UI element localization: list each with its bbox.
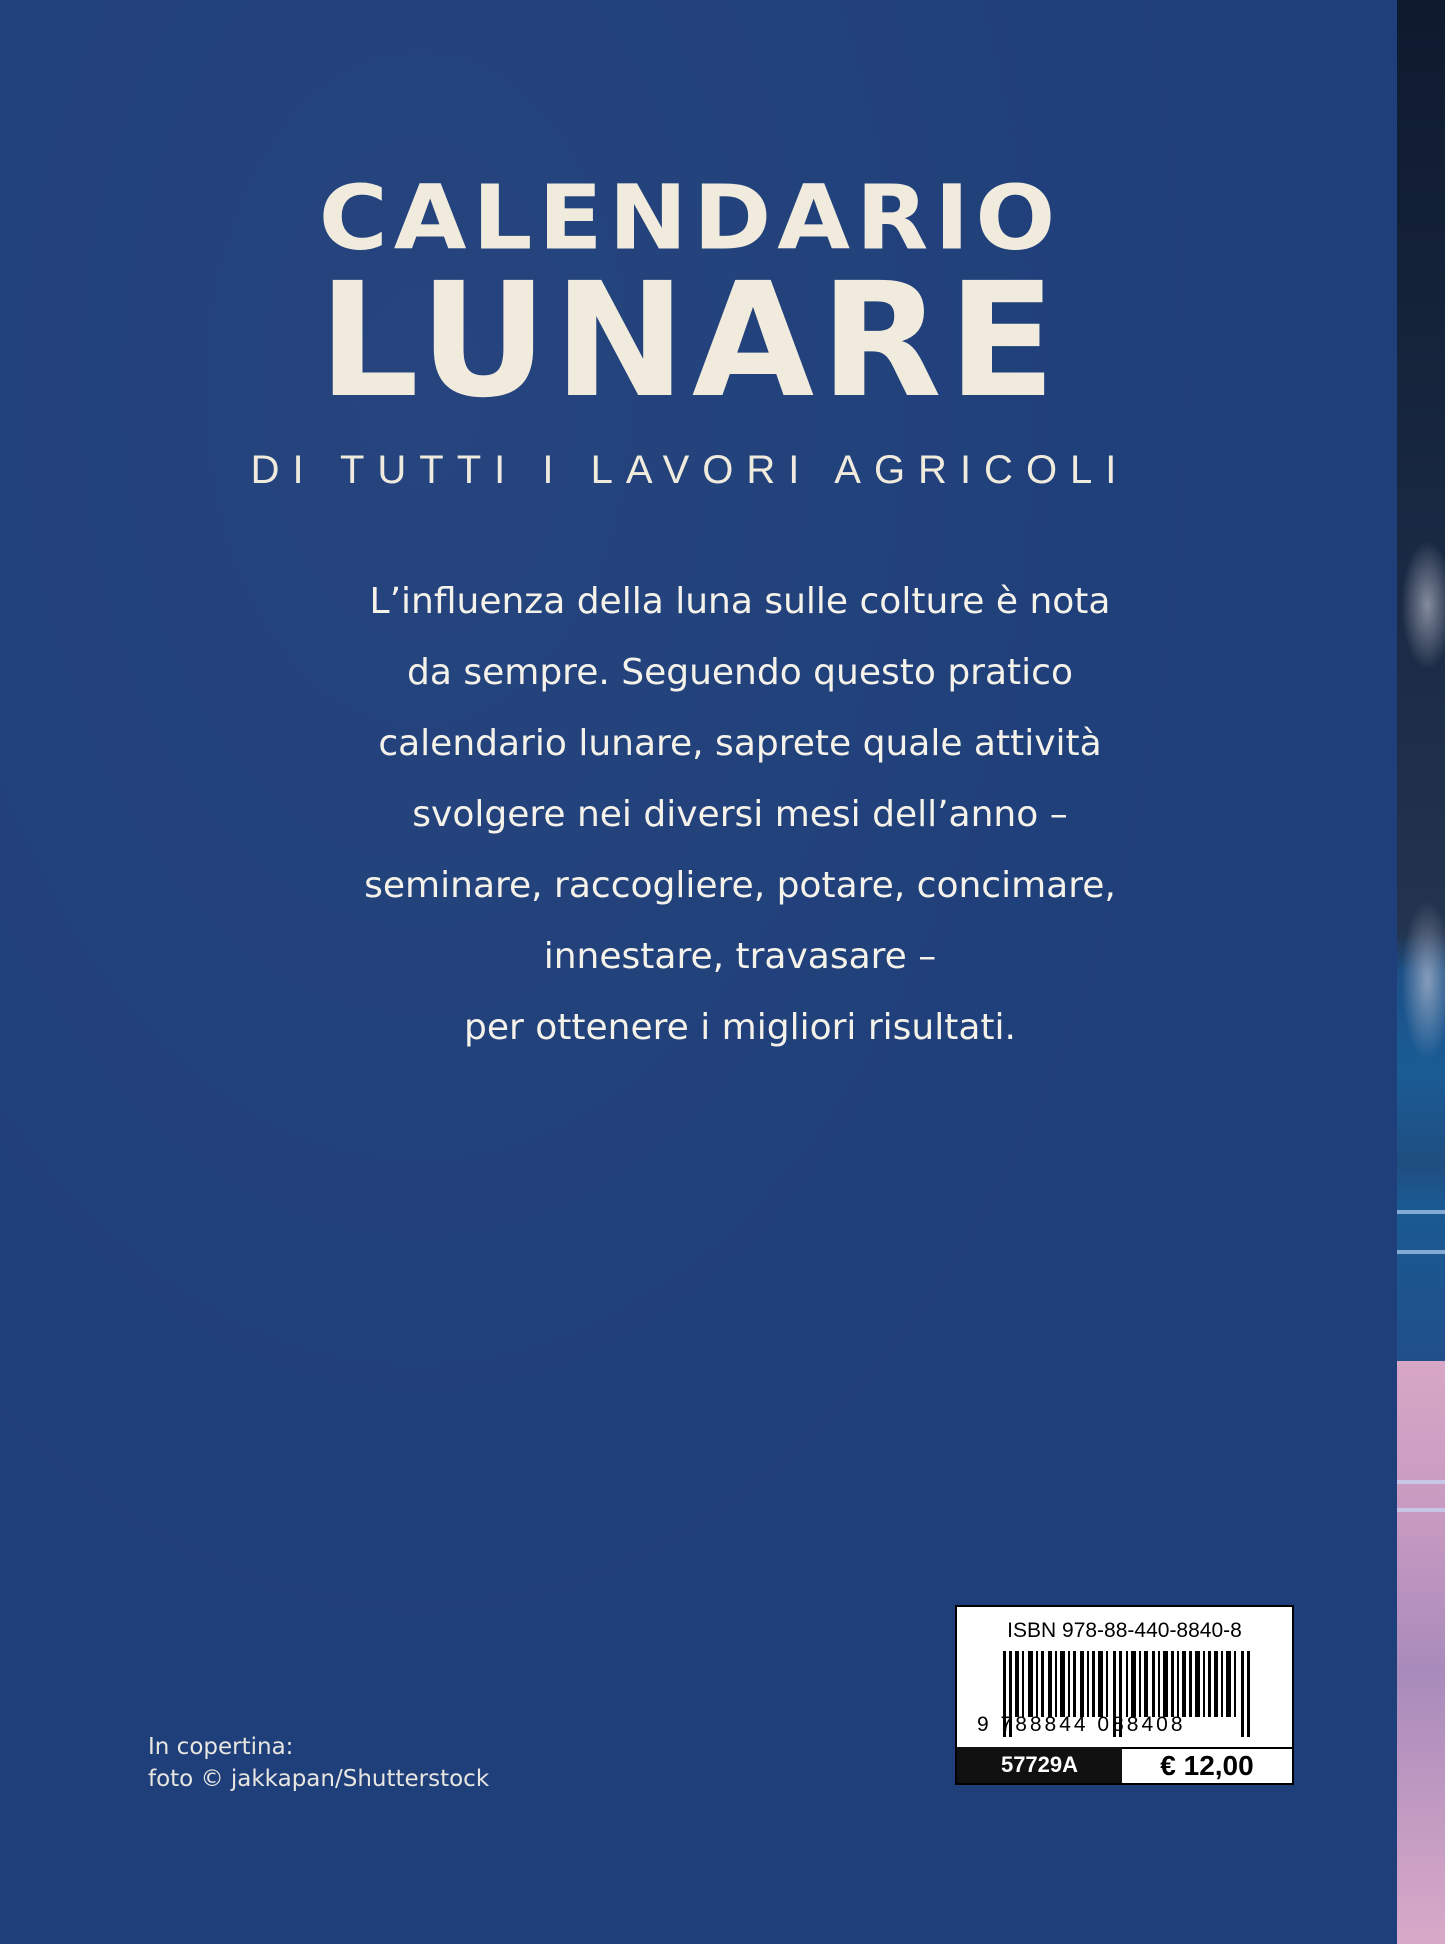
- title-line-2: LUNARE: [318, 249, 1062, 433]
- blurb-line: da sempre. Seguendo questo pratico: [407, 652, 1073, 693]
- stripe: [1397, 1250, 1445, 1254]
- blurb-line: innestare, travasare –: [543, 936, 937, 977]
- barcode-digits: 9 788844 088408: [977, 1713, 1186, 1736]
- flower-detail: [1401, 540, 1445, 670]
- title-line-1: CALENDARIO: [318, 166, 1062, 271]
- isbn-label: ISBN 978-88-440-8840-8: [1007, 1619, 1242, 1642]
- stripe: [1397, 1210, 1445, 1214]
- price: € 12,00: [1122, 1747, 1292, 1783]
- stripe: [1397, 1508, 1445, 1512]
- barcode-box: [955, 1605, 1294, 1785]
- blurb-line: per ottenere i migliori risultati.: [464, 1007, 1016, 1048]
- blurb-line: svolgere nei diversi mesi dell’anno –: [412, 794, 1068, 835]
- blurb-line: L’influenza della luna sulle colture è nota: [369, 581, 1111, 622]
- front-cover-edge: [1397, 0, 1445, 1944]
- stripe: [1397, 1480, 1445, 1484]
- flower-detail: [1401, 900, 1445, 1060]
- blurb-text: [240, 566, 1240, 1063]
- blurb-line: calendario lunare, saprete quale attività: [378, 723, 1102, 764]
- credits-label: In copertina:: [148, 1734, 294, 1760]
- subtitle: DI TUTTI I LAVORI AGRICOLI: [250, 448, 1130, 492]
- blurb-line: seminare, raccogliere, potare, concimare,: [364, 865, 1116, 906]
- photo-credits: [148, 1731, 489, 1795]
- credits-photo: foto © jakkapan/Shutterstock: [148, 1766, 490, 1792]
- product-code: 57729A: [957, 1747, 1122, 1783]
